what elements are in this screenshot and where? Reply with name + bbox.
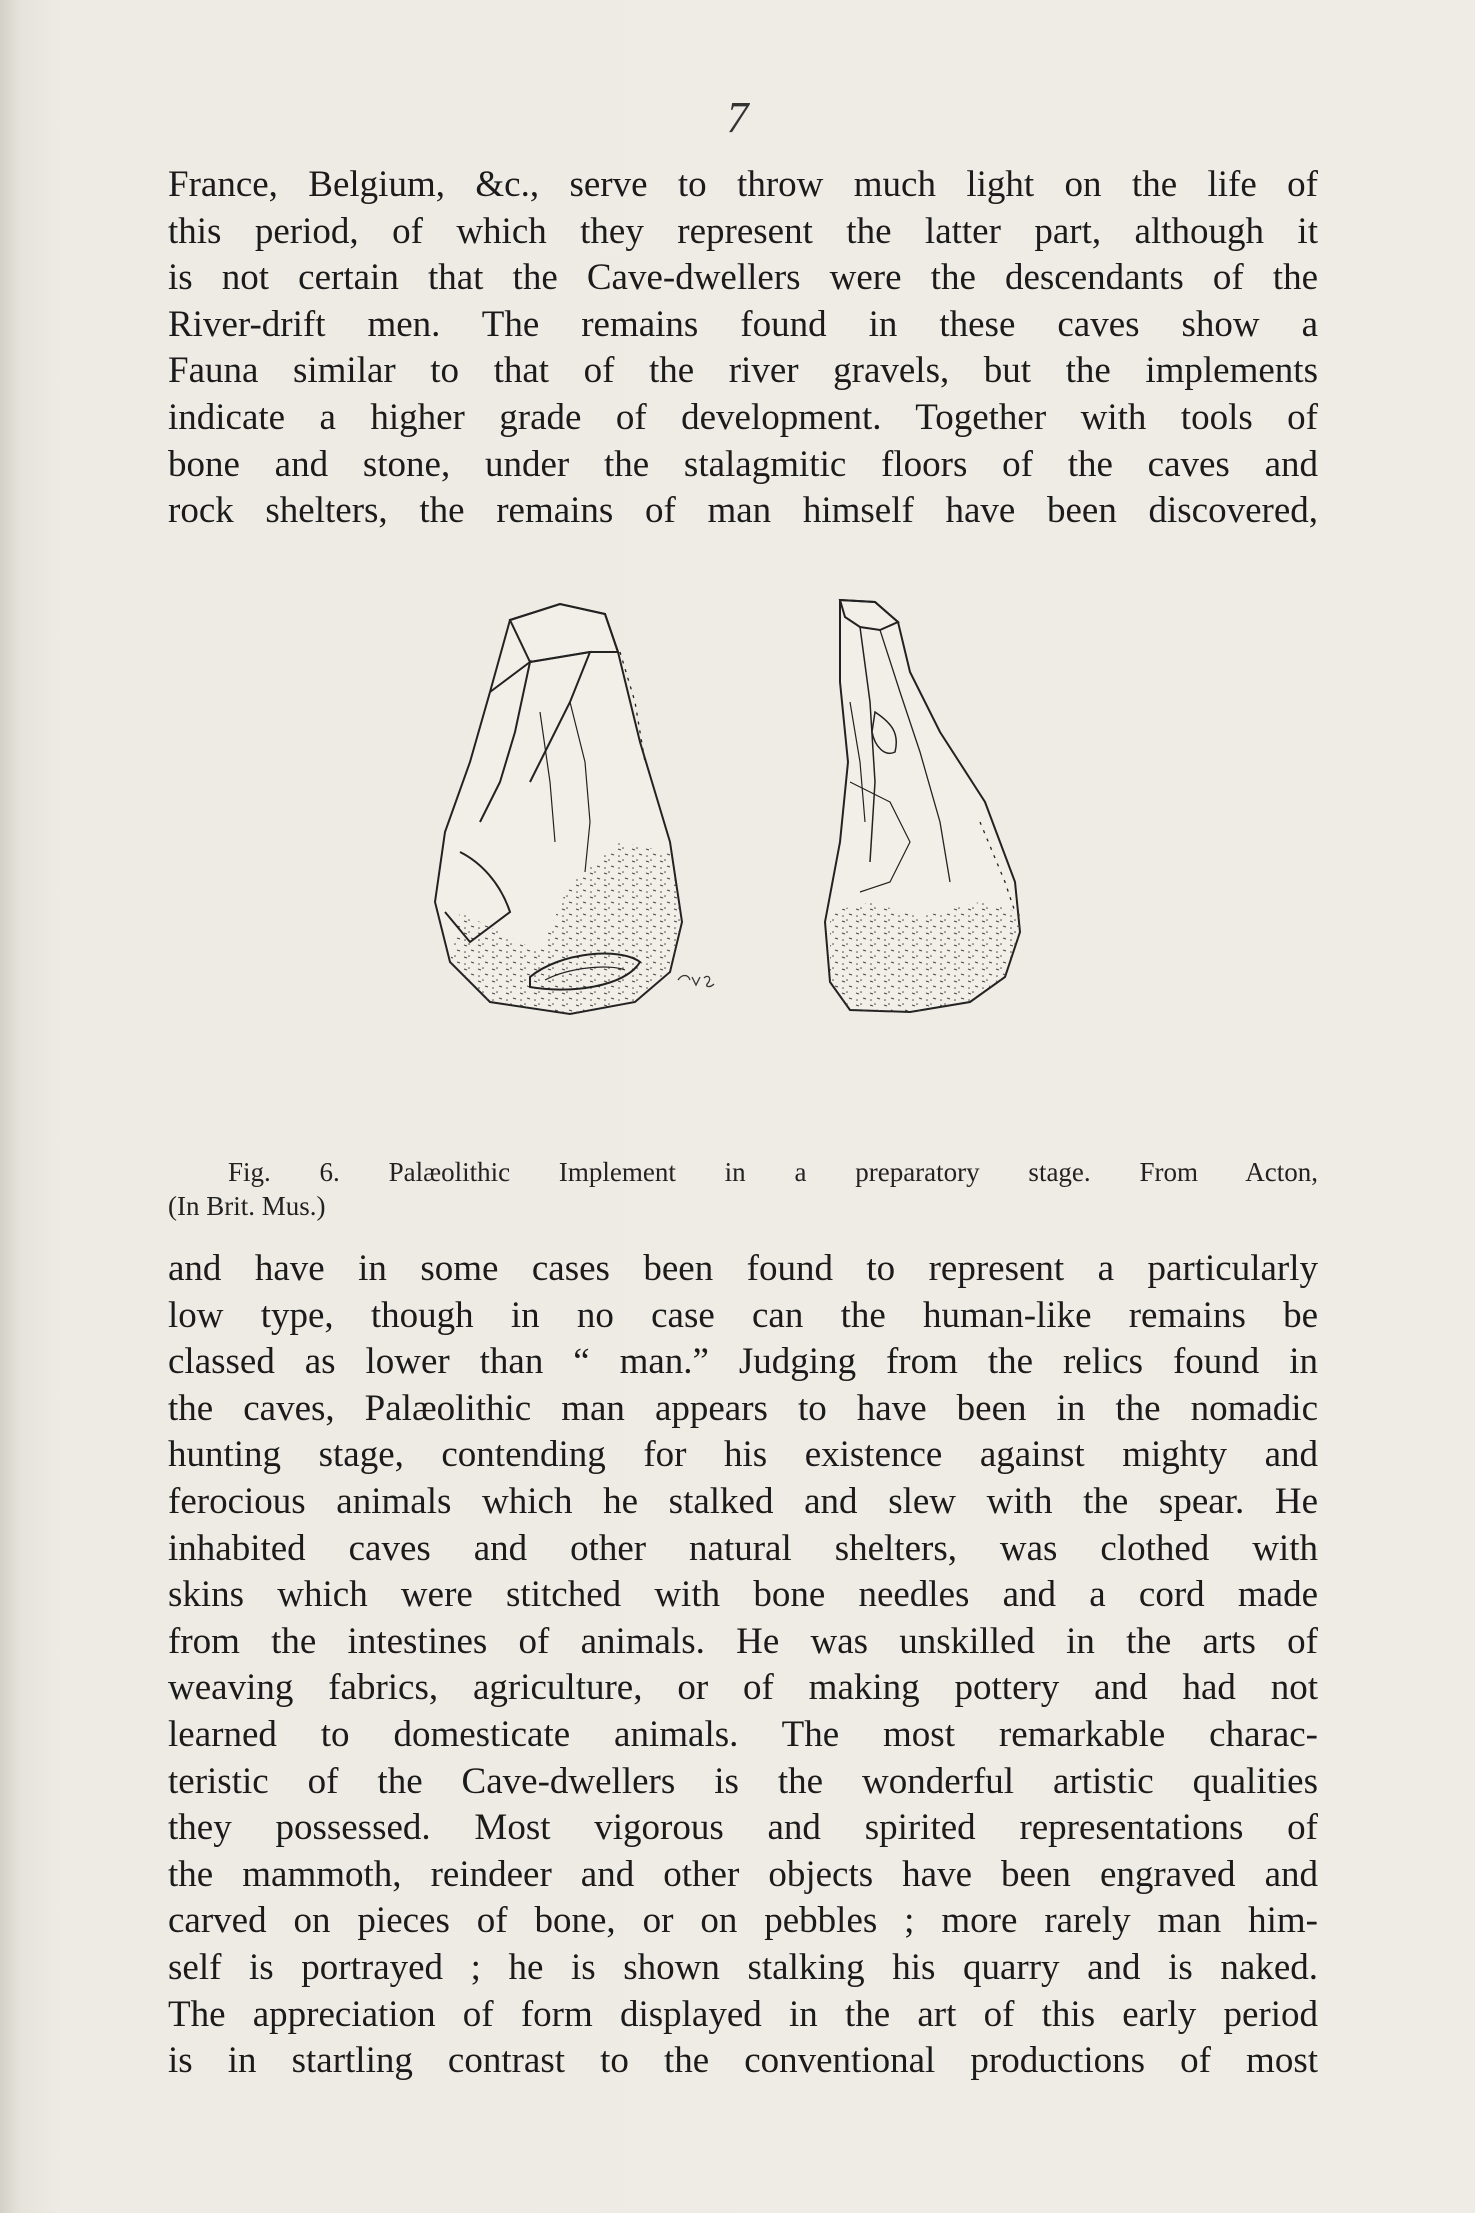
text-line: skins which were stitched with bone needles and a cord made	[168, 1574, 1318, 1616]
figure-caption	[168, 1155, 1318, 1223]
text-line: bone and stone, under the stalagmitic floors of the caves and	[168, 443, 1318, 485]
figure-illustration	[420, 582, 1080, 1142]
paragraph-bottom	[168, 1246, 1318, 2085]
text-line: self is portrayed ; he is shown stalking his quarry and is naked.	[168, 1946, 1318, 1988]
text-line: from the intestines of animals. He was unskilled in the arts of	[168, 1620, 1318, 1662]
artist-monogram-mark	[678, 976, 714, 987]
text-line: rock shelters, the remains of man himself have been discovered,	[168, 490, 1318, 532]
text-line: low type, though in no case can the human-like remains be	[168, 1294, 1318, 1336]
text-line: classed as lower than “ man.” Judging from the relics found in	[168, 1341, 1318, 1383]
text-line: carved on pieces of bone, or on pebbles ; more rarely man him-	[168, 1900, 1318, 1942]
text-line: learned to domesticate animals. The most remarkable charac-	[168, 1713, 1318, 1755]
text-line: is in startling contrast to the conventional productions of most	[168, 2040, 1318, 2082]
text-line: they possessed. Most vigorous and spirited representations of	[168, 1807, 1318, 1849]
implement-drawing	[420, 582, 1080, 1142]
text-line: River-drift men. The remains found in these caves show a	[168, 303, 1318, 345]
figure-caption-source: (In Brit. Mus.)	[168, 1191, 326, 1221]
text-line: The appreciation of form displayed in the art of this early period	[168, 1993, 1318, 2035]
text-line: is not certain that the Cave-dwellers were the descendants of the	[168, 257, 1318, 299]
text-line: France, Belgium, &c., serve to throw much light on the life of	[168, 164, 1318, 205]
text-line: weaving fabrics, agriculture, or of making pottery and had not	[168, 1667, 1318, 1709]
text-line: ferocious animals which he stalked and slew with the spear. He	[168, 1480, 1318, 1522]
text-line: teristic of the Cave-dwellers is the wonderful artistic qualities	[168, 1760, 1318, 1802]
text-line: indicate a higher grade of development. Together with tools of	[168, 396, 1318, 438]
figure-caption-line: Fig. 6. Palæolithic Implement in a preparatory stage. From Acton,	[228, 1157, 1318, 1187]
text-line: this period, of which they represent the latter part, although it	[168, 210, 1318, 252]
right-implement-sketch	[825, 600, 1020, 1012]
text-line: hunting stage, contending for his existence against mighty and	[168, 1434, 1318, 1476]
paragraph-top	[168, 162, 1318, 535]
text-line: inhabited caves and other natural shelters, was clothed with	[168, 1527, 1318, 1569]
text-line: and have in some cases been found to represent a particularly	[168, 1248, 1318, 1289]
text-line: Fauna similar to that of the river gravels, but the implements	[168, 350, 1318, 392]
page-number: 7	[726, 93, 749, 142]
text-line: the mammoth, reindeer and other objects have been engraved and	[168, 1853, 1318, 1895]
text-line: the caves, Palæolithic man appears to have been in the nomadic	[168, 1387, 1318, 1429]
left-implement-sketch	[435, 604, 682, 1014]
